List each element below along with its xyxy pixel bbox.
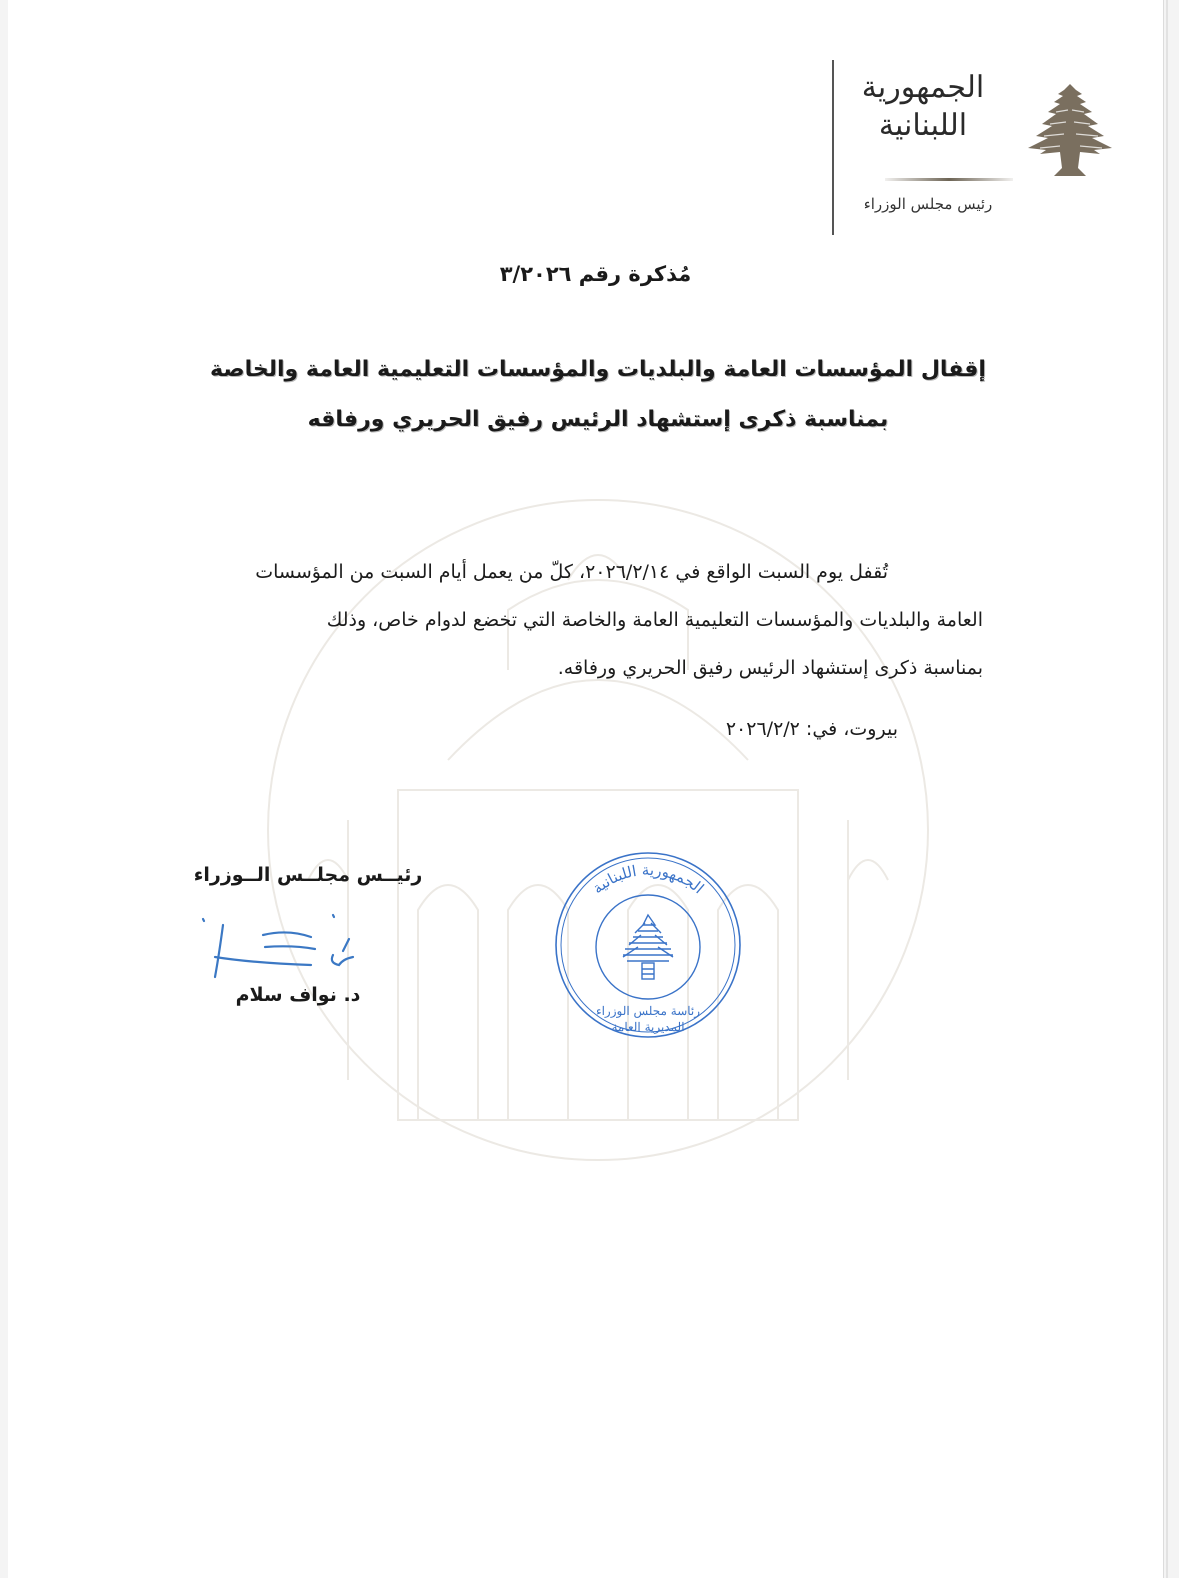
body-line-2: العامة والبلديات والمؤسسات التعليمية العامة والخاصة التي تخضع لدوام خاص، وذلك — [326, 609, 983, 631]
republic-title-line2: اللبنانية — [878, 108, 968, 143]
header-underline — [885, 178, 1013, 181]
republic-title — [853, 69, 993, 145]
subject-line-2: بمناسبة ذكرى إستشهاد الرئيس رفيق الحريري ورفاقه — [307, 407, 889, 432]
stamp-inner-text-1: رئاسة مجلس الوزراء — [595, 1004, 701, 1018]
stamp-outer-text: الجمهورية اللبنانية — [588, 860, 708, 898]
letterhead — [823, 55, 1143, 240]
republic-title-line1: الجمهورية — [861, 70, 985, 105]
svg-text:الجمهورية اللبنانية — [589, 861, 708, 898]
signer-name: د. نواف سلام — [235, 984, 361, 1006]
memo-subject — [208, 345, 988, 445]
body-line-1: تُقفل يوم السبت الواقع في ٢٠٢٦/٢/١٤، كلّ من يعمل أيام السبت من المؤسسات — [255, 561, 888, 583]
handwritten-signature-icon — [193, 905, 393, 995]
office-label: رئيس مجلس الوزراء — [863, 195, 993, 213]
memo-number: مُذكرة رقم ٣/٢٠٢٦ — [499, 262, 692, 286]
stamp-cedar-icon — [623, 915, 673, 979]
document-page — [8, 0, 1164, 1578]
signer-title: رئيــس مجلــس الــوزراء — [193, 864, 423, 886]
header-divider — [832, 60, 834, 235]
official-stamp — [543, 845, 753, 1045]
stamp-seal-icon — [543, 845, 753, 1045]
stamp-inner-text-2: المديرية العامة — [611, 1020, 685, 1034]
subject-line-1: إقفال المؤسسات العامة والبلديات والمؤسسات التعليمية العامة والخاصة — [210, 357, 986, 382]
page-edge — [1166, 0, 1168, 1578]
place-date: بيروت، في: ٢٠٢٦/٢/٢ — [725, 718, 898, 740]
cedar-tree-icon — [1020, 80, 1120, 180]
memo-body — [153, 548, 983, 692]
body-line-3: بمناسبة ذكرى إستشهاد الرئيس رفيق الحريري ورفاقه. — [557, 657, 983, 679]
